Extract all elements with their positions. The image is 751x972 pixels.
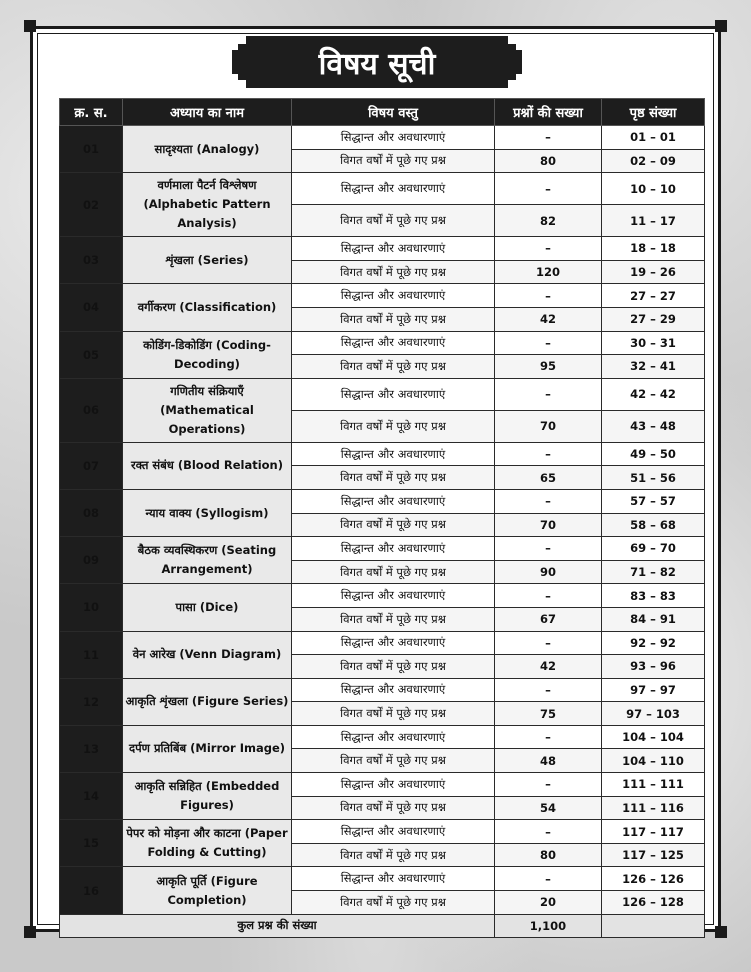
- content-theory: सिद्धान्त और अवधारणाएं: [292, 489, 495, 513]
- table-row: [60, 378, 705, 410]
- theory-page-range: 30 – 31: [602, 331, 705, 355]
- chapter-number: 10: [60, 584, 123, 631]
- theory-question-count: –: [495, 284, 602, 308]
- table-body: [60, 126, 705, 938]
- pyq-question-count: 67: [495, 607, 602, 631]
- pyq-question-count: 80: [495, 843, 602, 867]
- chapter-number: 11: [60, 631, 123, 678]
- pyq-question-count: 42: [495, 655, 602, 679]
- theory-question-count: –: [495, 173, 602, 205]
- chapter-name: वेन आरेख (Venn Diagram): [123, 631, 292, 678]
- chapter-name: शृंखला (Series): [123, 237, 292, 284]
- total-row: [60, 914, 705, 937]
- theory-page-range: 18 – 18: [602, 237, 705, 261]
- chapter-number: 08: [60, 489, 123, 536]
- content-theory: सिद्धान्त और अवधारणाएं: [292, 631, 495, 655]
- chapter-number: 13: [60, 725, 123, 772]
- theory-page-range: 01 – 01: [602, 126, 705, 150]
- theory-question-count: –: [495, 678, 602, 702]
- theory-page-range: 111 – 111: [602, 773, 705, 797]
- chapter-number: 01: [60, 126, 123, 173]
- theory-page-range: 42 – 42: [602, 378, 705, 410]
- table-row: [60, 584, 705, 608]
- chapter-number: 07: [60, 442, 123, 489]
- pyq-page-range: 117 – 125: [602, 843, 705, 867]
- content-pyq: विगत वर्षों में पूछे गए प्रश्न: [292, 843, 495, 867]
- content-pyq: विगत वर्षों में पूछे गए प्रश्न: [292, 796, 495, 820]
- chapter-name: आकृति शृंखला (Figure Series): [123, 678, 292, 725]
- pyq-question-count: 80: [495, 149, 602, 173]
- pyq-page-range: 32 – 41: [602, 355, 705, 379]
- theory-page-range: 126 – 126: [602, 867, 705, 891]
- corner-ornament: [24, 926, 36, 938]
- chapter-name: न्याय वाक्य (Syllogism): [123, 489, 292, 536]
- content-theory: सिद्धान्त और अवधारणाएं: [292, 537, 495, 561]
- content-theory: सिद्धान्त और अवधारणाएं: [292, 331, 495, 355]
- theory-page-range: 92 – 92: [602, 631, 705, 655]
- pyq-question-count: 42: [495, 307, 602, 331]
- header-chapter: अध्याय का नाम: [123, 99, 292, 126]
- theory-page-range: 69 – 70: [602, 537, 705, 561]
- chapter-number: 12: [60, 678, 123, 725]
- theory-page-range: 27 – 27: [602, 284, 705, 308]
- content-pyq: विगत वर्षों में पूछे गए प्रश्न: [292, 410, 495, 442]
- table-row: [60, 631, 705, 655]
- table-row: [60, 820, 705, 844]
- chapter-name: वर्गीकरण (Classification): [123, 284, 292, 331]
- chapter-name: पासा (Dice): [123, 584, 292, 631]
- pyq-page-range: 43 – 48: [602, 410, 705, 442]
- table-row: [60, 773, 705, 797]
- theory-page-range: 97 – 97: [602, 678, 705, 702]
- theory-question-count: –: [495, 773, 602, 797]
- pyq-page-range: 27 – 29: [602, 307, 705, 331]
- theory-question-count: –: [495, 237, 602, 261]
- chapter-number: 15: [60, 820, 123, 867]
- corner-ornament: [715, 20, 727, 32]
- theory-question-count: –: [495, 820, 602, 844]
- header-sr-no: क्र. स.: [60, 99, 123, 126]
- theory-question-count: –: [495, 331, 602, 355]
- content-theory: सिद्धान्त और अवधारणाएं: [292, 237, 495, 261]
- pyq-page-range: 93 – 96: [602, 655, 705, 679]
- table-row: [60, 173, 705, 205]
- pyq-page-range: 02 – 09: [602, 149, 705, 173]
- title-banner-step: [508, 44, 516, 80]
- contents-table: [59, 98, 705, 938]
- content-pyq: विगत वर्षों में पूछे गए प्रश्न: [292, 149, 495, 173]
- theory-page-range: 10 – 10: [602, 173, 705, 205]
- table-row: [60, 237, 705, 261]
- pyq-question-count: 65: [495, 466, 602, 490]
- theory-question-count: –: [495, 584, 602, 608]
- content-pyq: विगत वर्षों में पूछे गए प्रश्न: [292, 655, 495, 679]
- content-pyq: विगत वर्षों में पूछे गए प्रश्न: [292, 560, 495, 584]
- pyq-page-range: 51 – 56: [602, 466, 705, 490]
- pyq-question-count: 70: [495, 513, 602, 537]
- chapter-name: सादृश्यता (Analogy): [123, 126, 292, 173]
- header-pages: पृष्ठ संख्या: [602, 99, 705, 126]
- page-title: विषय सूची: [246, 36, 508, 88]
- title-banner: [232, 36, 522, 88]
- theory-question-count: –: [495, 537, 602, 561]
- chapter-number: 14: [60, 773, 123, 820]
- pyq-page-range: 126 – 128: [602, 891, 705, 915]
- chapter-number: 09: [60, 537, 123, 584]
- pyq-page-range: 104 – 110: [602, 749, 705, 773]
- pyq-page-range: 11 – 17: [602, 205, 705, 237]
- theory-page-range: 57 – 57: [602, 489, 705, 513]
- content-pyq: विगत वर्षों में पूछे गए प्रश्न: [292, 355, 495, 379]
- chapter-name: कोडिंग-डिकोडिंग (Coding-Decoding): [123, 331, 292, 378]
- content-theory: सिद्धान्त और अवधारणाएं: [292, 725, 495, 749]
- table-row: [60, 331, 705, 355]
- content-theory: सिद्धान्त और अवधारणाएं: [292, 584, 495, 608]
- chapter-name: आकृति पूर्ति (Figure Completion): [123, 867, 292, 914]
- total-empty-cell: [602, 914, 705, 937]
- chapter-name: रक्त संबंध (Blood Relation): [123, 442, 292, 489]
- pyq-question-count: 48: [495, 749, 602, 773]
- content-pyq: विगत वर्षों में पूछे गए प्रश्न: [292, 307, 495, 331]
- theory-page-range: 104 – 104: [602, 725, 705, 749]
- corner-ornament: [24, 20, 36, 32]
- content-theory: सिद्धान्त और अवधारणाएं: [292, 678, 495, 702]
- table-row: [60, 442, 705, 466]
- theory-question-count: –: [495, 126, 602, 150]
- table-row: [60, 725, 705, 749]
- pyq-question-count: 82: [495, 205, 602, 237]
- pyq-question-count: 95: [495, 355, 602, 379]
- total-label: कुल प्रश्न की संख्या: [60, 914, 495, 937]
- chapter-number: 06: [60, 378, 123, 442]
- content-pyq: विगत वर्षों में पूछे गए प्रश्न: [292, 466, 495, 490]
- table-row: [60, 489, 705, 513]
- theory-question-count: –: [495, 378, 602, 410]
- pyq-page-range: 71 – 82: [602, 560, 705, 584]
- pyq-page-range: 84 – 91: [602, 607, 705, 631]
- content-theory: सिद्धान्त और अवधारणाएं: [292, 173, 495, 205]
- pyq-question-count: 70: [495, 410, 602, 442]
- chapter-name: दर्पण प्रतिबिंब (Mirror Image): [123, 725, 292, 772]
- content-theory: सिद्धान्त और अवधारणाएं: [292, 773, 495, 797]
- table-row: [60, 126, 705, 150]
- header-questions: प्रश्नों की सख्या: [495, 99, 602, 126]
- content-pyq: विगत वर्षों में पूछे गए प्रश्न: [292, 607, 495, 631]
- table-row: [60, 678, 705, 702]
- table-row: [60, 284, 705, 308]
- table-row: [60, 537, 705, 561]
- chapter-name: बैठक व्यवस्थिकरण (Seating Arrangement): [123, 537, 292, 584]
- chapter-name: गणितीय संक्रियाएँ (Mathematical Operations): [123, 378, 292, 442]
- pyq-page-range: 111 – 116: [602, 796, 705, 820]
- content-pyq: विगत वर्षों में पूछे गए प्रश्न: [292, 749, 495, 773]
- theory-page-range: 49 – 50: [602, 442, 705, 466]
- pyq-page-range: 97 – 103: [602, 702, 705, 726]
- table-row: [60, 867, 705, 891]
- theory-question-count: –: [495, 489, 602, 513]
- pyq-question-count: 54: [495, 796, 602, 820]
- content-theory: सिद्धान्त और अवधारणाएं: [292, 126, 495, 150]
- chapter-name: आकृति सन्निहित (Embedded Figures): [123, 773, 292, 820]
- content-pyq: विगत वर्षों में पूछे गए प्रश्न: [292, 513, 495, 537]
- content-pyq: विगत वर्षों में पूछे गए प्रश्न: [292, 205, 495, 237]
- content-theory: सिद्धान्त और अवधारणाएं: [292, 284, 495, 308]
- pyq-question-count: 90: [495, 560, 602, 584]
- pyq-question-count: 20: [495, 891, 602, 915]
- chapter-number: 16: [60, 867, 123, 914]
- theory-question-count: –: [495, 442, 602, 466]
- total-question-count: 1,100: [495, 914, 602, 937]
- theory-question-count: –: [495, 631, 602, 655]
- theory-page-range: 83 – 83: [602, 584, 705, 608]
- content-pyq: विगत वर्षों में पूछे गए प्रश्न: [292, 891, 495, 915]
- content-theory: सिद्धान्त और अवधारणाएं: [292, 820, 495, 844]
- chapter-number: 02: [60, 173, 123, 237]
- theory-question-count: –: [495, 867, 602, 891]
- header-content: विषय वस्तु: [292, 99, 495, 126]
- chapter-name: पेपर को मोड़ना और काटना (Paper Folding & Cutting): [123, 820, 292, 867]
- pyq-question-count: 120: [495, 260, 602, 284]
- pyq-page-range: 58 – 68: [602, 513, 705, 537]
- content-theory: सिद्धान्त और अवधारणाएं: [292, 378, 495, 410]
- content-theory: सिद्धान्त और अवधारणाएं: [292, 867, 495, 891]
- content-pyq: विगत वर्षों में पूछे गए प्रश्न: [292, 702, 495, 726]
- title-banner-step: [238, 44, 246, 80]
- chapter-number: 04: [60, 284, 123, 331]
- chapter-name: वर्णमाला पैटर्न विश्लेषण (Alphabetic Pattern Analysis): [123, 173, 292, 237]
- chapter-number: 03: [60, 237, 123, 284]
- table-header-row: [60, 99, 705, 126]
- corner-ornament: [715, 926, 727, 938]
- pyq-page-range: 19 – 26: [602, 260, 705, 284]
- theory-page-range: 117 – 117: [602, 820, 705, 844]
- content-pyq: विगत वर्षों में पूछे गए प्रश्न: [292, 260, 495, 284]
- theory-question-count: –: [495, 725, 602, 749]
- pyq-question-count: 75: [495, 702, 602, 726]
- chapter-number: 05: [60, 331, 123, 378]
- content-theory: सिद्धान्त और अवधारणाएं: [292, 442, 495, 466]
